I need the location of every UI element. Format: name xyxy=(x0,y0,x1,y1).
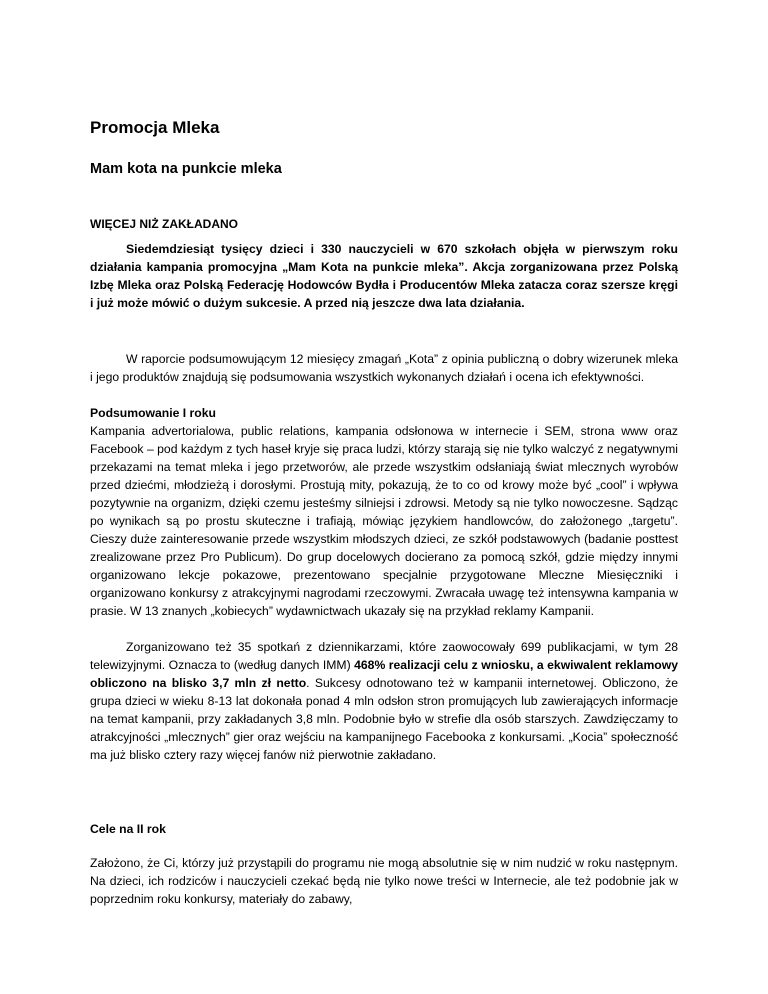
summary-heading: Podsumowanie I roku xyxy=(90,406,216,420)
lead-paragraph: Siedemdziesiąt tysięcy dzieci i 330 nauczycieli w 670 szkołach objęła w pierwszym roku działania kampania promocyjna „Mam Kota na punkcie mleka”. Akcja zorganizowana przez Polską Izbę Mleka oraz Polską Federację Hodowców Bydła i Producentów Mleka zatacza coraz szersze kręgi i już może mówić o dużym sukcesie. A przed nią jeszcze dwa lata działania. xyxy=(90,242,678,310)
summary-paragraph-2 xyxy=(90,638,678,764)
section-heading: WIĘCEJ NIŻ ZAKŁADANO xyxy=(90,217,238,231)
summary-paragraph: Kampania advertorialowa, public relations, kampania odsłonowa w internecie i SEM, strona www oraz Facebook – pod każdym z tych haseł kryje się praca ludzi, którzy starają się nie tylko walczyć z negatywnymi przekazami na temat mleka i jego przetworów, ale przede wszystkim odsłaniają świat mlecznych wyrobów przed dziećmi, młodzieżą i dorosłymi. Prostują mity, pokazują, że to co od krowy może być „cool” i wpływa pozytywnie na organizm, dzięki czemu jesteśmy silniejsi i zdrowsi. Metody są nie tylko nowoczesne. Sądząc po wynikach są po prostu skuteczne i trafiają, mówiąc językiem handlowców, do założonego „targetu”. Cieszy duże zainteresowanie przede wszystkim młodszych dzieci, ze szkół podstawowych (badanie posttest zrealizowane przez Pro Publicum). Do grup docelowych docierano za pomocą szkół, gdzie między innymi organizowano lekcje pokazowe, prezentowano specjalnie przygotowane Mleczne Miesięczniki i organizowano konkursy z atrakcyjnymi nagrodami rzeczowymi. Zwracała uwagę też intensywna kampania w prasie. W 13 znanych „kobiecych” wydawnictwach ukazały się na przykład reklamy Kampanii. xyxy=(90,424,678,618)
intro-paragraph: W raporcie podsumowującym 12 miesięcy zmagań „Kota” z opinia publiczną o dobry wizerunek mleka i jego produktów znajdują się podsumowania wszystkich wykonanych działań i ocena ich efektywności. xyxy=(90,352,678,384)
summary2-text-b: . Sukcesy odnotowano też w kampanii internetowej. Obliczono, że grupa dzieci w wieku 8-13 lat dokonała ponad 4 mln odsłon stron promujących lub zawierających informacje na temat kampanii, przy zakładanych 3,8 mln. Podobnie było w strefie dla osób starszych. Zawdzięczamy to atrakcyjności „mlecznych” gier oraz wejściu na kampanijnego Facebooka z konkursami. „Kocia” społeczność ma już blisko cztery razy więcej fanów niż pierwotnie zakładano. xyxy=(90,676,678,762)
goals-paragraph: Założono, że Ci, którzy już przystąpili do programu nie mogą absolutnie się w nim nudzić w roku następnym. Na dzieci, ich rodziców i nauczycieli czekać będą nie tylko nowe treści w Internecie, ale też podobnie jak w poprzednim roku konkursy, materiały do zabawy, xyxy=(90,856,678,906)
goals-heading: Cele na II rok xyxy=(90,822,166,836)
summary2-bold-text: 468% realizacji celu z wniosku, a ekwiwalent reklamowy obliczono na blisko 3,7 mln zł netto xyxy=(90,658,678,690)
summary2-text-a: Zorganizowano też 35 spotkań z dziennikarzami, które zaowocowały 699 publikacjami, w tym 28 telewizyjnymi. Oznacza to (według danych IMM) xyxy=(90,640,678,672)
page-subtitle: Mam kota na punkcie mleka xyxy=(90,161,282,177)
page-title: Promocja Mleka xyxy=(90,118,220,137)
